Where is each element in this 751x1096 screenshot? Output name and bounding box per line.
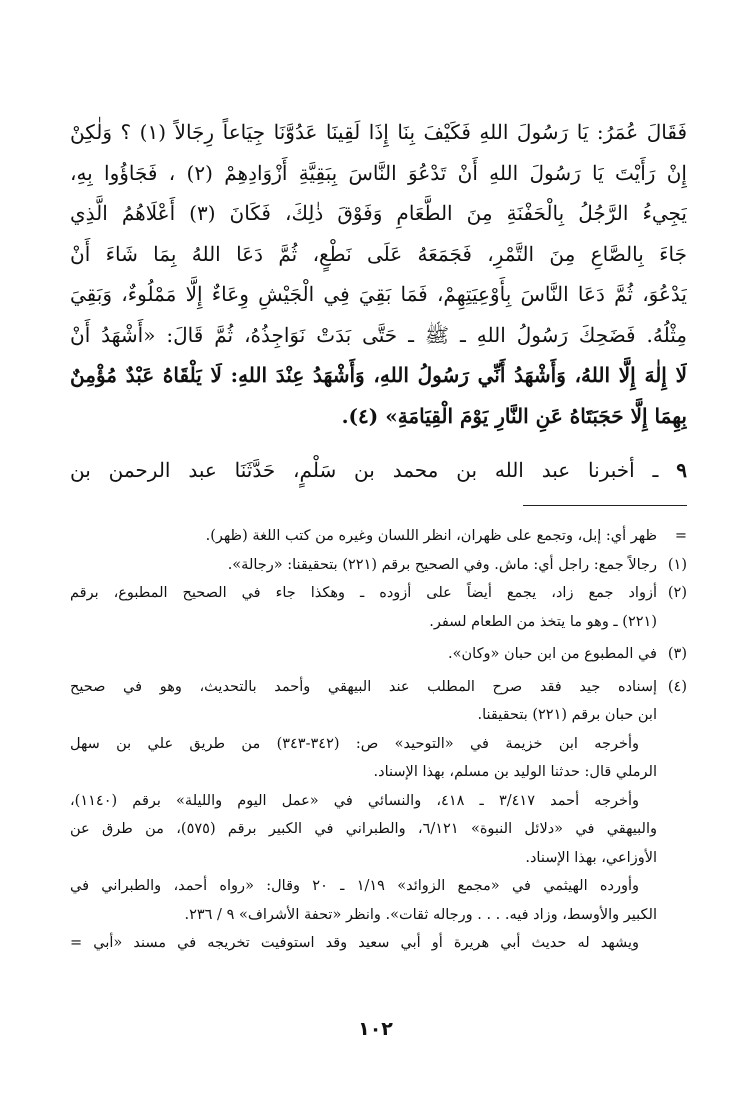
footnote-line: رجالاً جمع: راجل أي: ماش. وفي الصحيح برقم (٢٢١) بتحقيقنا: «رجالة». [227, 556, 657, 573]
footnotes [70, 522, 687, 958]
hadith-chain-line [70, 450, 687, 490]
footnote-paragraph [70, 730, 657, 787]
footnote-line: في المطبوع من ابن حبان «وكان». [448, 646, 657, 662]
text-line: يَدْعُوَ، ثُمَّ دَعَا النَّاسَ بِأَوْعِيَتِهِمْ، فَمَا بَقِيَ فِي الْجَيْشِ وِعَاءٌ إِلَّا مَمْلُوءٌ، وَبَقِيَ [70, 282, 687, 306]
footnote-line: أزواد جمع زاد، يجمع أيضاً على أزوده ـ وهكذا جاء في الصحيح المطبوع، برقم [70, 585, 657, 601]
footnote-1 [70, 551, 687, 580]
footnote-line: ظهر أي: إبل، وتجمع على ظهران، انظر اللسان وغيره من كتب اللغة (ظهر). [205, 528, 657, 544]
footnote-4 [70, 673, 687, 730]
text-line: مِثْلُهُ. فَضَحِكَ رَسُولُ اللهِ ـ ﷺ ـ حَتَّى بَدَتْ نَوَاجِذُهُ، ثُمَّ قَالَ: «أَشْهَدُ أَنْ [70, 322, 687, 347]
footnote-marker: (١) [667, 556, 687, 573]
footnote-line: وأخرجه ابن خزيمة في «التوحيد» ص: (٣٤٢-٣٤٣) من طريق علي بن سهل [70, 735, 639, 752]
footnote-paragraph [70, 929, 657, 958]
text-line: فَقَالَ عُمَرُ: يَا رَسُولَ اللهِ فَكَيْفَ بِنَا إِذَا لَقِينَا عَدُوَّنَا جِيَاعاً رِجَالاً (١) ؟ وَلٰكِنْ [70, 120, 687, 144]
footnote-marker: (٢) [667, 585, 687, 601]
hadith-chain-text: ـ أخبرنا عبد الله بن محمد بن سَلْمٍ، حَدَّثَنَا عبد الرحمن بن [70, 458, 677, 482]
footnote-line: ويشهد له حديث أبي هريرة أو أبي سعيد وقد استوفيت تخريجه في مسند «أبي = [70, 935, 639, 951]
footnote-2 [70, 579, 687, 636]
text-line-prophetic-saying: لَا إِلٰهَ إِلَّا اللهُ، وَأَشْهَدُ أَنِّي رَسُولُ اللهِ، وَأَشْهَدُ عِنْدَ اللهِ: لَا يَلْقَاهُ عَبْدٌ مُؤْمِنٌ [70, 363, 687, 387]
footnote-line: الكبير والأوسط، وزاد فيه. . . . ورجاله ثقات». وانظر «تحفة الأشراف» ٩ / ٢٣٦. [184, 906, 657, 923]
footnote-paragraph [70, 787, 657, 873]
footnote-line: والبيهقي في «دلائل النبوة» ٦/١٢١، والطبراني في الكبير برقم (٥٧٥)، من طرق عن [70, 821, 657, 837]
page-number: ١٠٢ [358, 1018, 393, 1040]
text-line: يَجِيءُ الرَّجُلُ بِالْحَفْنَةِ مِنَ الطَّعَامِ وَفَوْقَ ذٰلِكَ، فَكَانَ (٣) أَعْلَاهُمُ الَّذِي [70, 201, 687, 225]
footnote-line: إسناده جيد فقد صرح المطلب عند البيهقي وأحمد بالتحديث، وهو في صحيح [70, 678, 657, 695]
continuation-marker: = [674, 528, 687, 544]
book-page [70, 112, 687, 1096]
footnote-line: ابن حبان برقم (٢٢١) بتحقيقنا. [477, 707, 657, 723]
footnote-line: وأخرجه أحمد ٣/٤١٧ ـ ٤١٨، والنسائي في «عمل اليوم والليلة» برقم (١١٤٠)، [70, 792, 640, 809]
footnote-paragraph [70, 872, 657, 929]
footnote-line: وأورده الهيثمي في «مجمع الزوائد» ١/١٩ ـ ٢٠ وقال: «رواه أحمد، والطبراني في [70, 878, 639, 894]
footnote-marker: (٤) [667, 678, 687, 695]
text-line: جَاءَ بِالصَّاعِ مِنَ التَّمْرِ، فَجَمَعَهُ عَلَى نَطْعٍ، ثُمَّ دَعَا اللهُ بِمَا شَاءَ أَنْ [70, 241, 687, 266]
hadith-text-block [70, 112, 687, 436]
footnote-continuation [70, 522, 687, 551]
footnote-3 [70, 640, 687, 669]
text-line: إِنْ رَأَيْتَ يَا رَسُولَ اللهِ أَنْ تَدْعُوَ النَّاسَ بِبَقِيَّةِ أَزْوَادِهِمْ (٢) ، فَجَاؤُوا بِهِ، [70, 160, 687, 185]
hadith-number: ٩ [676, 458, 687, 482]
footnote-line: الأوزاعي، بهذا الإسناد. [525, 849, 657, 866]
footnote-line: الرملي قال: حدثنا الوليد بن مسلم، بهذا الإسناد. [373, 764, 657, 780]
text-line-prophetic-saying: بِهِمَا إِلَّا حَجَبَتَاهُ عَنِ النَّارِ يَوْمَ الْقِيَامَةِ» (٤). [341, 403, 687, 428]
footnote-separator [523, 505, 687, 506]
footnote-marker: (٣) [667, 646, 687, 662]
footnote-line: (٢٢١) ـ وهو ما يتخذ من الطعام لسفر. [429, 613, 657, 630]
